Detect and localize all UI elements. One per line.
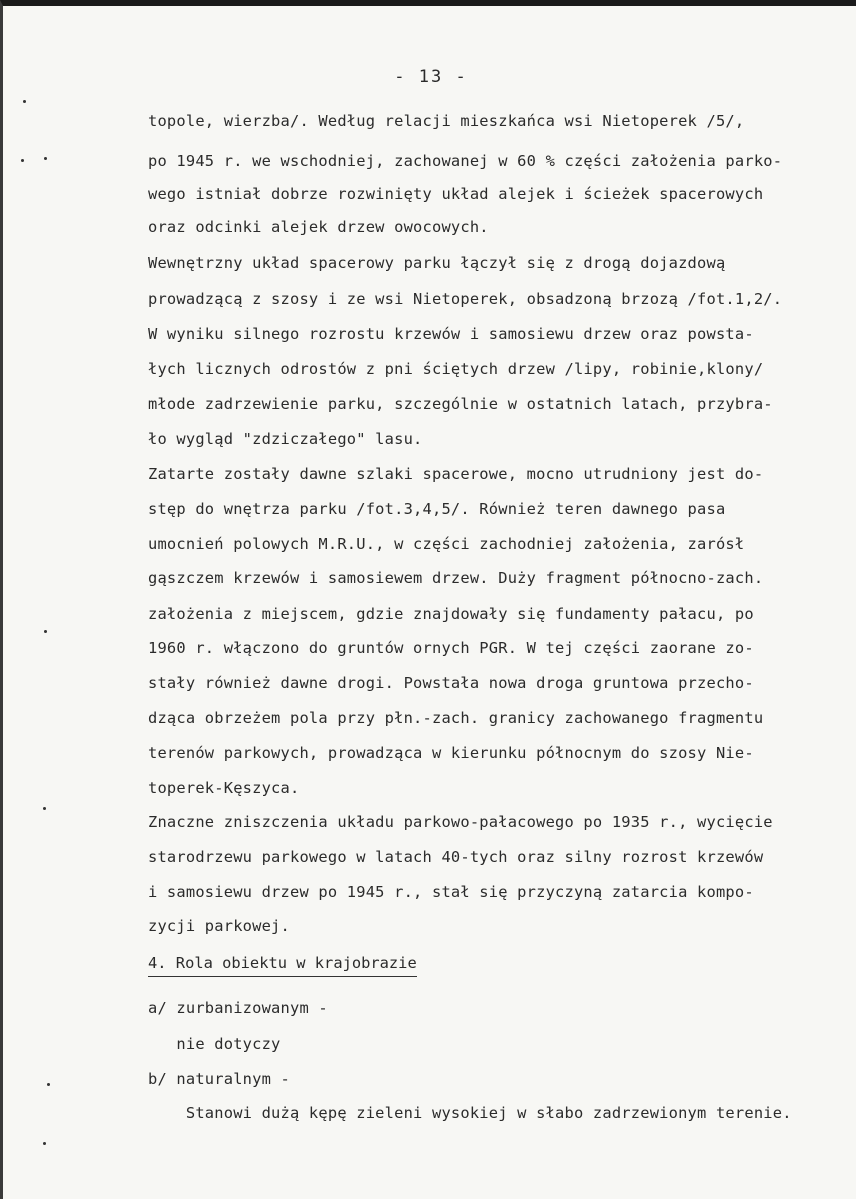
text-line: po 1945 r. we wschodniej, zachowanej w 60 % części założenia parko- (148, 152, 783, 170)
text-line: zycji parkowej. (148, 917, 290, 935)
section-heading: 4. Rola obiektu w krajobrazie (148, 953, 417, 977)
list-item: b/ naturalnym - (148, 1070, 290, 1088)
margin-dot (43, 1142, 46, 1145)
text-line: topole, wierzba/. Według relacji mieszkańca wsi Nietoperek /5/, (148, 112, 745, 130)
margin-dot (47, 1083, 50, 1086)
text-line: wego istniał dobrze rozwinięty układ alejek i ścieżek spacerowych (148, 185, 764, 203)
text-line: Znaczne zniszczenia układu parkowo-pałacowego po 1935 r., wycięcie (148, 813, 773, 831)
list-item: Stanowi dużą kępę zieleni wysokiej w słabo zadrzewionym terenie. (148, 1104, 792, 1122)
text-line: W wyniku silnego rozrostu krzewów i samosiewu drzew oraz powsta- (148, 325, 754, 343)
text-line: gąszczem krzewów i samosiewem drzew. Duży fragment północno-zach. (148, 569, 764, 587)
list-item: nie dotyczy (148, 1035, 281, 1053)
text-line: oraz odcinki alejek drzew owocowych. (148, 218, 489, 236)
text-line: stały również dawne drogi. Powstała nowa droga gruntowa przecho- (148, 674, 754, 692)
text-line: młode zadrzewienie parku, szczególnie w ostatnich latach, przybra- (148, 395, 773, 413)
text-line: toperek-Kęszyca. (148, 779, 300, 797)
text-line: Wewnętrzny układ spacerowy parku łączył się z drogą dojazdową (148, 254, 726, 272)
margin-dot (23, 100, 26, 103)
page-number: - 13 - (394, 67, 468, 87)
text-line: umocnień polowych M.R.U., w części zachodniej założenia, zarósł (148, 535, 745, 553)
text-line: starodrzewu parkowego w latach 40-tych oraz silny rozrost krzewów (148, 848, 764, 866)
text-line: prowadzącą z szosy i ze wsi Nietoperek, obsadzoną brzozą /fot.1,2/. (148, 290, 783, 308)
text-line: założenia z miejscem, gdzie znajdowały się fundamenty pałacu, po (148, 605, 754, 623)
text-line: 1960 r. włączono do gruntów ornych PGR. W tej części zaorane zo- (148, 639, 754, 657)
margin-dot (44, 157, 47, 160)
text-line: stęp do wnętrza parku /fot.3,4,5/. Również teren dawnego pasa (148, 500, 726, 518)
text-line: i samosiewu drzew po 1945 r., stał się przyczyną zatarcia kompo- (148, 883, 754, 901)
text-line: dząca obrzeżem pola przy płn.-zach. granicy zachowanego fragmentu (148, 709, 764, 727)
text-line: Zatarte zostały dawne szlaki spacerowe, mocno utrudniony jest do- (148, 465, 764, 483)
text-line: łych licznych odrostów z pni ściętych drzew /lipy, robinie,klony/ (148, 360, 764, 378)
margin-dot (44, 630, 47, 633)
margin-dot (21, 159, 24, 162)
text-line: ło wygląd "zdziczałego" lasu. (148, 430, 423, 448)
margin-dot (43, 807, 46, 810)
text-line: terenów parkowych, prowadząca w kierunku północnym do szosy Nie- (148, 744, 754, 762)
list-item: a/ zurbanizowanym - (148, 999, 328, 1017)
